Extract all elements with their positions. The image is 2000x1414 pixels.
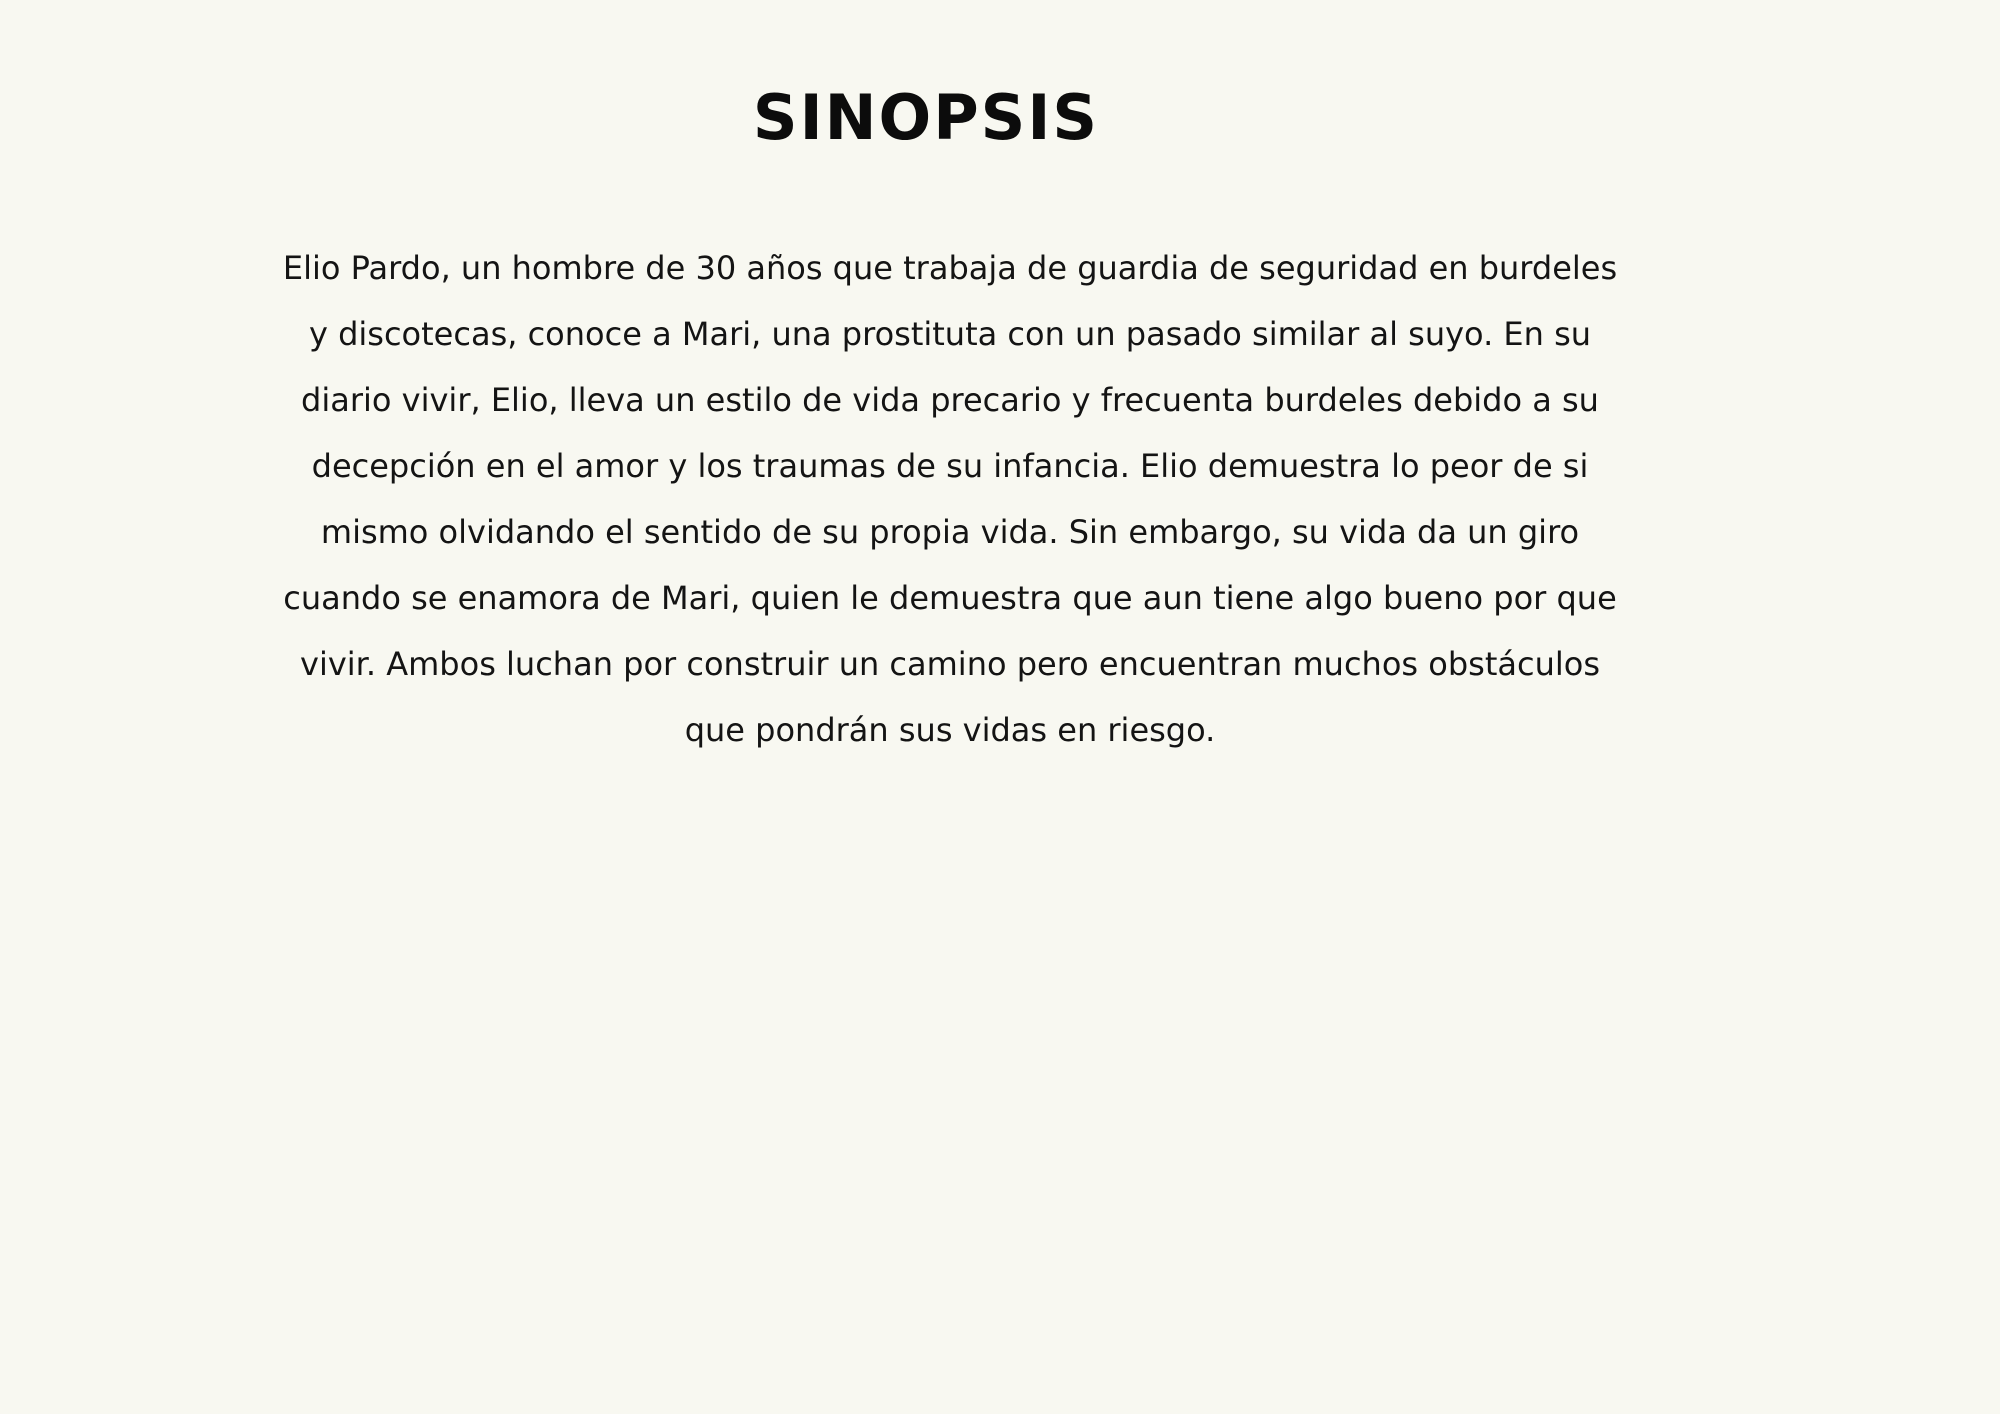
synopsis-line: Elio Pardo, un hombre de 30 años que trabaja de guardia de seguridad en burdeles (282, 249, 1618, 287)
synopsis-paragraph (280, 235, 1620, 763)
page-title: SINOPSIS (752, 81, 1100, 154)
synopsis-line: que pondrán sus vidas en riesgo. (684, 711, 1216, 749)
synopsis-line: vivir. Ambos luchan por construir un camino pero encuentran muchos obstáculos (300, 645, 1600, 683)
synopsis-line: y discotecas, conoce a Mari, una prostituta con un pasado similar al suyo. En su (308, 315, 1592, 353)
synopsis-line: decepción en el amor y los traumas de su infancia. Elio demuestra lo peor de si (311, 447, 1589, 485)
synopsis-line: cuando se enamora de Mari, quien le demuestra que aun tiene algo bueno por que (283, 579, 1617, 617)
synopsis-line: diario vivir, Elio, lleva un estilo de vida precario y frecuenta burdeles debido a su (301, 381, 1599, 419)
synopsis-line: mismo olvidando el sentido de su propia vida. Sin embargo, su vida da un giro (320, 513, 1580, 551)
